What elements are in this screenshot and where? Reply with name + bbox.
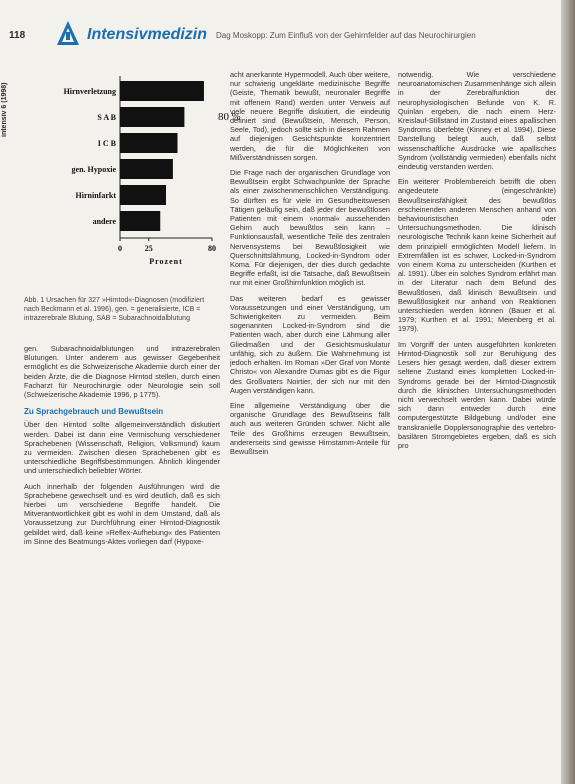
x-tick-label: 0 xyxy=(118,244,122,253)
category-label: gen. Hypoxie xyxy=(71,165,116,174)
figure-caption: Abb. 1 Ursachen für 327 »Hirntod«-Diagnosen (modifiziert nach Beckmann et al. 1996), gen. = generalisierte, ICB = intrazerebrale Blutung, SAB = Subarachnoidalblutung xyxy=(24,297,205,322)
bar xyxy=(120,133,178,153)
category-label: andere xyxy=(92,217,116,226)
paragraph: Ein weiterer Problembereich betrifft die oben angedeutete (eingeschränkte) Bewußtseinsfähigkeit des bewußtlos erscheinenden anderen Menschen anhand von behaviouristischen oder Untersuchungsmethoden. Die klinisch neurologische Technik kann keine Sicherheit auf dem prinzipiell ermöglichten Modell liefern. In Extremfällen ist es schwer, Locked-in-Syndrom von einem Koma zu unterscheiden (Kurthen et al. 1991). Über ein solches Syndrom erfährt man in der Literatur nach dem Befund des Bewußtlosen, daß klinisch Bewußtsein und Bewußtlosigkeit nur anhand von Reaktionen unterschieden werden können (Bauer et al. 1979; Kurthen et al. 1991; Meienberg et al. 1979). xyxy=(398,177,556,334)
paragraph: Im Vorgriff der unten ausgeführten konkreten Hirntod-Diagnostik soll zur Beruhigung des Lesers hier gesagt werden, daß dieser extrem seltene Zustand eines kompletten Locked-in-Syndroms gerade bei der Hirntod-Diagnostik durch die klinischen Untersuchungsmethoden nicht verwechselt werden kann. Dabei würde sich dann entweder durch eine computergestützte Bildgebung und/oder eine transkranielle Dopplersonographie des vertebro-basilären Stromgebietes ergeben, daß es sich pro xyxy=(398,339,556,450)
paragraph: Die Frage nach der organischen Grundlage von Bewußtsein ergibt Schwachpunkte der Sprache als einer zwischenmenschlichen Verständigung. So dürften es für viele im Gesundheitswesen Tätigen geläufig sein, daß jeder der bewußtlosen Patienten mit einem »normal« aussehenden Gehirn auch bewußtlos sein kann – Funktionsausfall, wesentliche Teile des zentralen Nervensystems bei Bewußtlosigkeit wie Querschnittslähmung, Locked-in-Syndrom oder Koma. Für diejenigen, der dies durch gedachte Begriffe erfaßt, ist die Tatsache, daß Bewußtsein nur mit einer Großhirnfunktion möglich ist. xyxy=(230,168,390,288)
x-tick-label: 80 xyxy=(208,244,216,253)
chart-annotation: 80 % xyxy=(218,111,240,123)
section-logo-icon xyxy=(56,20,80,46)
paragraph: Das weiteren bedarf es gewisser Voraussetzungen und einer Verständigung, um Schwierigkeiten zu vermeiden. Beim sogenannten Locked-in-Syndrom sind die Patienten wach, aber durch eine Lähmung aller Gliedmaßen und der Gesichtsmuskulatur unfähig, sich zu äußern. Die Wahrnehmung ist jedoch erhalten. Im Roman »Der Graf von Monte Christo« von Alexandre Dumas gibt es die Figur des Großvaters Noirtier, der sich nur mit den Augen verständigen kann. xyxy=(230,293,390,395)
figure-chart xyxy=(24,70,240,292)
category-label: S A B xyxy=(97,113,116,122)
bar xyxy=(120,159,173,179)
paragraph: notwendig. Wie verschiedene neuroanatomischen Zusammenhänge sich allein in der Zerebralfunktion der neurophysiologischen Befunde von K. R. Quinlan ergeben, die nach einem Herz-Kreislauf-Stillstand im Zustand eines apallischen Syndroms überlebte (Kinney et al. 1994). Diese Darstellung belegt auch, daß selbst wissenschaftliche Ausdrücke wie apallisches Syndrom (vollständig vermieden) ebenfalls nicht eindeutig verstanden werden. xyxy=(398,70,556,172)
section-title: Intensivmedizin xyxy=(87,26,208,43)
paragraph: acht anerkannte Hypermodell. Auch über weitere, nur schwierig ungeklärte medizinische Begriffe (Geiste, Thematik bewußt, neuronaler Begriffe mit offenem Rand) werden unter Verweis auf viele neuere Begriffe diskutiert, die eindeutig definiert sind (Bewußtsein, Mensch, Person, Seele, Tod), jedoch sollte sich in diesem Rahmen auf diejenigen Gesichtspunkte konzentriert werden, die für die Möglichkeiten von Mißverständnissen sorgen. xyxy=(230,70,390,162)
running-head: Dag Moskopp: Zum Einfluß von der Gehirnfelder auf das Neurochirurgien xyxy=(216,31,476,40)
paragraph: Eine allgemeine Verständigung über die organische Grundlage des Bewußtseins fällt auch aus weiteren Gründen schwer. Nicht alle Teile des Großhirns erzeugen Bewußtsein, andererseits sind gewisse Hirnstamm-Anteile für Bewußtsein xyxy=(230,400,390,456)
left-column xyxy=(24,344,220,780)
paragraph: Über den Hirntod sollte allgemeinverständlich diskutiert werden. Dabei ist dann eine Vermischung verschiedener Sprachebenen (Wissenschaft, Religion, Volksmund) kaum zu vermeiden. Zwischen diesen Sprachebenen gibt es unterschiedliche Begriffsbestimmungen. Ähnlich klingender und unterschiedlich beliebter Wörter. xyxy=(24,420,220,476)
bar xyxy=(120,107,184,127)
category-label: I C B xyxy=(97,139,116,148)
category-label: Hirninfarkt xyxy=(75,191,116,200)
x-tick-label: 25 xyxy=(144,244,153,253)
page-header xyxy=(0,0,575,60)
journal-tag: intensiv 6 (1998) xyxy=(1,82,8,138)
section-heading: Zu Sprachgebrauch und Bewußtsein xyxy=(24,407,164,417)
x-axis-label: Prozent xyxy=(149,257,183,266)
paragraph: Auch innerhalb der folgenden Ausführungen wird die Sprachebene gewechselt und es wird deutlich, daß es sich hierbei um verschiedene Begriffe handelt. Die Mitverantwortlichkeit gibt es wohl in dem Umstand, daß als Voraussetzung zur Durchführung einer Hirntod-Diagnostik gebildet wird, daß keine »Reflex-Aufhebung« des Patienten im Sinne des Beatmungs-Aktes vorliegen darf (Hypoxe- xyxy=(24,481,220,546)
bar-chart xyxy=(24,70,240,292)
right-column xyxy=(398,70,556,780)
page-number: 118 xyxy=(9,30,26,41)
bar xyxy=(120,185,166,205)
category-label: Hirnverletzung xyxy=(63,87,116,96)
bar xyxy=(120,211,160,231)
paragraph: gen. Subarachnoidalblutungen und intrazerebralen Blutungen. Unter anderem aus gewisser Gegebenheit ermöglicht es die Schweizerische Akademie durch einer der beiden Ärzte, die die Diagnose Hirntod stellen, durch einen Facharzt für Neurochirurgie oder Neurologie sein soll (Schweizerische Akademie 1996, p 1775). xyxy=(24,344,220,400)
middle-column xyxy=(230,70,390,780)
book-gutter xyxy=(561,0,575,784)
bar xyxy=(120,81,204,101)
